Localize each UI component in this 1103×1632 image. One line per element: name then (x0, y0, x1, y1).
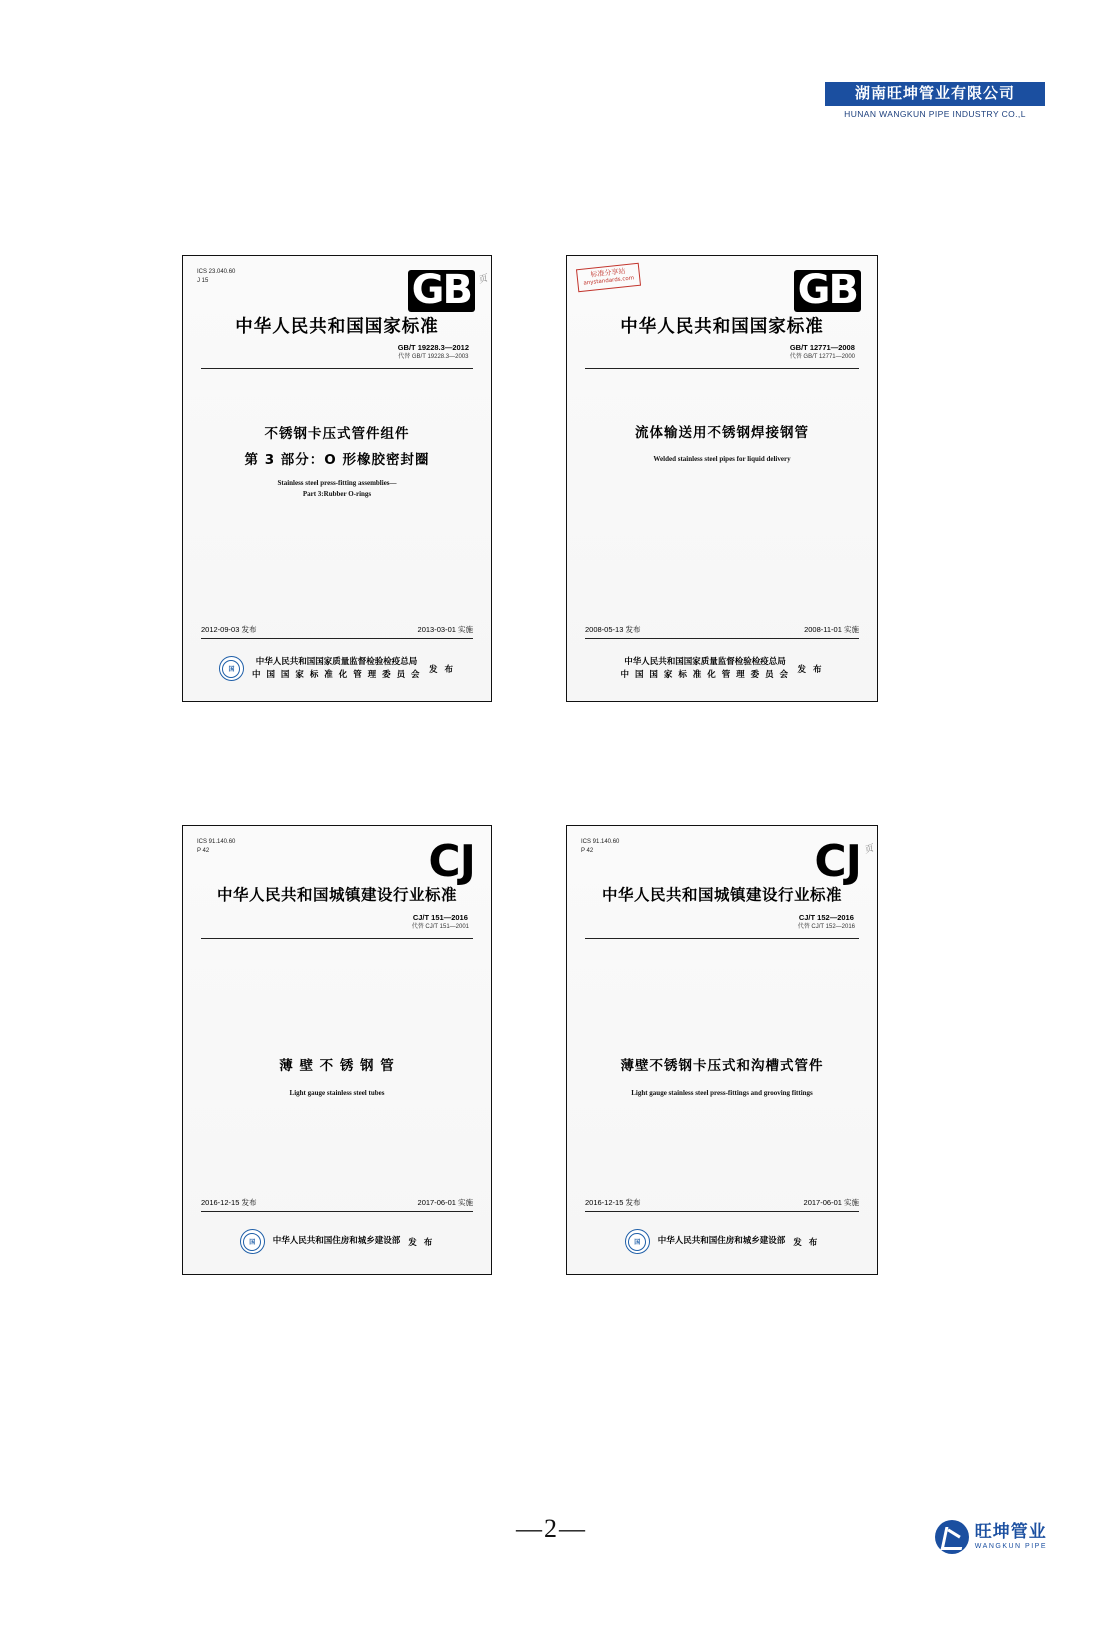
issue-word-1: 发 布 (429, 664, 456, 675)
issuer-block-1 (193, 656, 481, 681)
std-no-text: GB/T 19228.3—2012 (397, 343, 469, 352)
national-emblem-icon: 国 (625, 1229, 650, 1254)
date-row-1 (201, 624, 473, 639)
footer-logo (935, 1520, 1047, 1554)
class-code: P 42 (581, 848, 594, 855)
effective-date: 2013-03-01 实施 (417, 625, 473, 634)
std-replace-text: 代替 GB/T 12771—2000 (789, 354, 855, 361)
footer-logo-en: WANGKUN PIPE (974, 1543, 1047, 1550)
ics-code: ICS 91.140.60 (197, 839, 236, 845)
handwritten-note-1: 页 (476, 272, 489, 286)
standard-number-2 (790, 342, 855, 362)
issue-word-2: 发 布 (797, 664, 824, 675)
issuer-line-1: 中华人民共和国国家质量监督检验检疫总局 (624, 657, 786, 668)
issue-date: 2016-12-15 发布 (585, 1198, 641, 1207)
standard-title-cn-3: 薄 壁 不 锈 钢 管 (279, 1058, 395, 1074)
date-row-2 (585, 624, 859, 639)
std-replace-text: 代替 CJ/T 152—2016 (797, 924, 855, 931)
effective-date: 2017-06-01 实施 (803, 1198, 859, 1207)
stamp-line-1: 标准分享站 (590, 267, 626, 279)
national-emblem-icon: 国 (219, 656, 244, 681)
cj-logo-icon: CJ (428, 836, 475, 887)
ics-code: ICS 91.140.60 (581, 839, 620, 845)
gb-logo-icon: GB (794, 270, 861, 312)
standard-title-cn-2: 流体输送用不锈钢焊接钢管 (635, 425, 809, 441)
issue-word-4: 发 布 (793, 1237, 820, 1248)
footer-logo-cn: 旺坤管业 (974, 1522, 1047, 1542)
standard-header-cn-3: 中华人民共和国城镇建设行业标准 (216, 886, 457, 904)
standard-number-3 (412, 912, 469, 932)
divider-1 (201, 368, 473, 369)
standard-title-en-4: Light gauge stainless steel press-fittings and grooving fittings (631, 1089, 813, 1097)
issue-date: 2008-05-13 发布 (585, 625, 641, 634)
ics-block-1 (197, 268, 235, 287)
issuer-line-1: 中华人民共和国住房和城乡建设部 (272, 1236, 401, 1247)
issuer-block-4 (577, 1229, 867, 1254)
page-number: —2— (516, 1514, 587, 1543)
handwritten-note-4: 页 (862, 842, 875, 856)
std-no-text: GB/T 12771—2008 (789, 343, 855, 352)
std-replace-text: 代替 CJ/T 151—2001 (411, 924, 469, 931)
standard-cover-4 (566, 825, 878, 1275)
issue-word-3: 发 布 (408, 1237, 435, 1248)
std-no-text: CJ/T 152—2016 (798, 913, 854, 922)
issuer-line-2: 中 国 国 家 标 准 化 管 理 委 员 会 (251, 669, 422, 680)
wangkun-logo-icon (935, 1520, 969, 1554)
issuer-block-3 (193, 1229, 481, 1254)
ics-code: ICS 23.040.60 (197, 269, 236, 275)
standard-header-cn-2: 中华人民共和国国家标准 (620, 317, 824, 337)
issuer-line-2: 中 国 国 家 标 准 化 管 理 委 员 会 (620, 669, 790, 680)
standard-title-cn-4: 薄壁不锈钢卡压式和沟槽式管件 (620, 1058, 824, 1074)
std-replace-text: 代替 GB/T 19228.3—2003 (398, 354, 469, 361)
page-header (825, 82, 1045, 119)
class-code: J 15 (197, 278, 209, 285)
ics-block-4 (581, 838, 619, 857)
watermark-stamp (576, 263, 641, 292)
issue-date: 2016-12-15 发布 (201, 1198, 257, 1207)
standard-cover-3 (182, 825, 492, 1275)
divider-3 (201, 938, 473, 939)
standard-title-cn-1: 不锈钢卡压式管件组件 第 3 部分：O 形橡胶密封圈 (244, 426, 430, 468)
standard-cover-2 (566, 255, 878, 702)
date-row-3 (201, 1197, 473, 1212)
divider-2 (585, 368, 859, 369)
standard-title-en-3: Light gauge stainless steel tubes (289, 1089, 385, 1097)
divider-4 (585, 938, 859, 939)
issuer-line-1: 中华人民共和国住房和城乡建设部 (657, 1236, 786, 1247)
standard-cover-1 (182, 255, 492, 702)
effective-date: 2017-06-01 实施 (417, 1198, 473, 1207)
cj-logo-icon: CJ (814, 836, 861, 887)
date-row-4 (585, 1197, 859, 1212)
national-emblem-icon: 国 (240, 1229, 265, 1254)
standard-number-1 (398, 342, 469, 362)
company-name-en: HUNAN WANGKUN PIPE INDUSTRY CO.,L (844, 108, 1026, 119)
standard-header-cn-4: 中华人民共和国城镇建设行业标准 (601, 886, 842, 904)
effective-date: 2008-11-01 实施 (804, 625, 859, 634)
standard-title-en-1: Stainless steel press-fitting assemblies— Part 3:Rubber O-rings (277, 479, 397, 499)
standard-number-4 (798, 912, 855, 932)
issue-date: 2012-09-03 发布 (201, 625, 257, 634)
gb-logo-icon: GB (408, 270, 475, 312)
class-code: P 42 (197, 848, 210, 855)
standard-title-en-2: Welded stainless steel pipes for liquid delivery (653, 455, 791, 463)
company-name-cn: 湖南旺坤管业有限公司 (825, 82, 1045, 106)
ics-block-3 (197, 838, 235, 857)
stamp-line-2: anystandards.com (583, 275, 635, 288)
issuer-block-2 (577, 656, 867, 681)
std-no-text: CJ/T 151—2016 (412, 913, 468, 922)
standard-header-cn-1: 中华人民共和国国家标准 (235, 317, 439, 337)
issuer-line-1: 中华人民共和国国家质量监督检验检疫总局 (255, 657, 418, 668)
